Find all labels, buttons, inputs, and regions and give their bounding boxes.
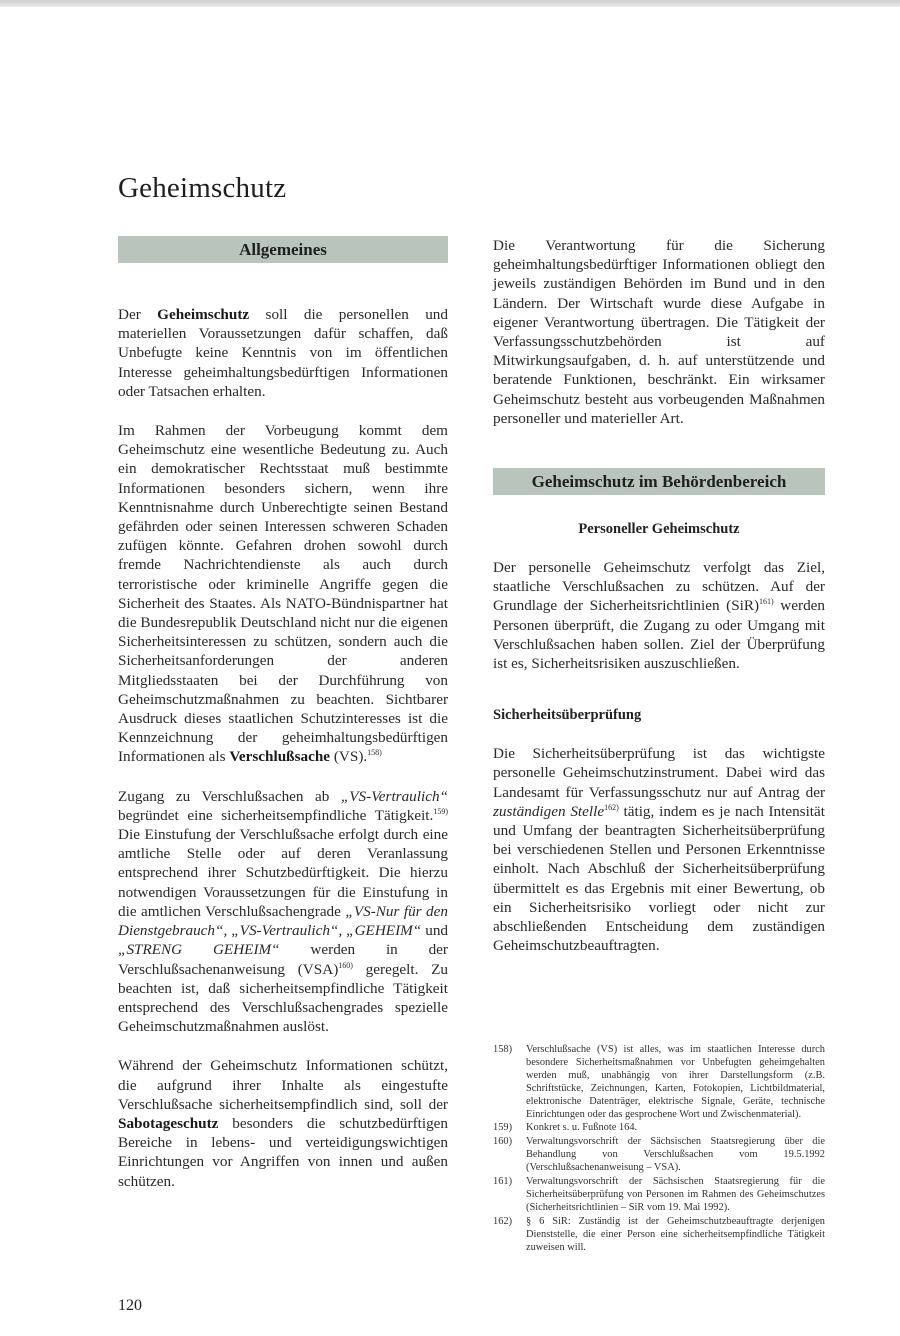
subheading-sicherheitsueberpruefung: Sicherheitsüberprüfung xyxy=(493,707,642,724)
bold-term: Verschlußsache xyxy=(229,748,331,766)
footnote-161 xyxy=(493,1176,825,1215)
paragraph-sabotageschutz xyxy=(118,1056,448,1190)
footnote-ref: 161) xyxy=(759,597,774,607)
subheading-personeller-geheimschutz: Personeller Geheimschutz xyxy=(578,521,740,538)
footnote-number: 161) xyxy=(493,1176,513,1188)
footnote-number: 160) xyxy=(493,1136,513,1148)
text: werden Personen überprüft, die Zugang zu oder Umgang mit Verschlußsachen haben sollen. Ziel der Überprüfung ist es, Sicherheitsrisiken auszuschließen. xyxy=(493,597,825,673)
text: Im Rahmen der Vorbeugung kommt dem Geheimschutz eine wesentliche Bedeutung zu. Auch ein demokratischer Rechtsstaat muß bestimmte Informationen besonders sichern, wenn ihre Kenntnisnahme durch Unberechtigte seinen Bestand gefährden oder seinen Interessen schweren Schaden zufügen könnte. Gefahren drohen sowohl durch fremde Nachrichtendienste als auch durch terroristische oder kriminelle Angriffe gegen die Sicherheit des Staates. Als NATO-Bündnispartner hat die Bundesrepublik Deutschland nicht nur die eigenen Sicherheitsinteressen zu schützen, sondern auch die Sicherheitsanforderungen der anderen Mitgliedsstaaten bei der Durchführung von Geheimschutzmaßnahmen zu beachten. Sichtbarer Ausdruck dieses staatlichen Schutzinteresses ist die Kennzeichnung der geheimhaltungsbedürftigen Informationen als xyxy=(118,422,448,766)
text: Die Sicherheitsüberprüfung ist das wichtigste personelle Geheimschutzinstrument. Dabei wird das Landesamt für Verfassungsschutz nur auf Antrag der xyxy=(493,745,825,801)
text: (VS). xyxy=(330,748,368,766)
paragraph-personeller xyxy=(493,558,825,673)
footnote-160 xyxy=(493,1136,825,1175)
footnote-number: 158) xyxy=(493,1044,513,1055)
paragraph-verantwortung: Die Verantwortung für die Sicherung geheimhaltungsbedürftiger Informationen obliegt den jeweils zuständigen Behörden im Bund und in den Ländern. Der Wirtschaft wurde diese Aufgabe in eigener Verantwortung übertragen. Die Tätigkeit der Verfassungsschutzbehörden ist auf Mitwirkungsaufgaben, d. h. auf unterstützende und beratende Funktionen, beschränkt. Ein wirksamer Geheimschutz besteht aus vorbeugenden Maßnahmen personeller und materieller Art. xyxy=(493,237,825,427)
footnote-ref: 162) xyxy=(604,802,619,812)
footnote-ref: 160) xyxy=(338,960,353,970)
footnote-text: Verwaltungsvorschrift der Sächsischen Staatsregierung über die Behandlung von Verschlußsachen vom 19.5.1992 (Verschlußsachenanweisung – VSA). xyxy=(526,1136,825,1174)
paragraph-sicherheitsueberpruefung xyxy=(493,744,825,955)
bold-term: Geheimschutz xyxy=(157,306,250,323)
text: Während der Geheimschutz Informationen schützt, die aufgrund ihrer Inhalte als eingestufte Verschlußsache sicherheitsempfindlich sind, soll der xyxy=(118,1057,448,1113)
text: besonders die schutzbedürftigen Bereiche in lebens- und verteidigungswichtigen Einrichtungen vor Angriffen von innen und außen schützen. xyxy=(118,1114,448,1190)
italic-term: zuständigen Stelle xyxy=(493,802,605,820)
text: tätig, indem es je nach Intensität und Umfang der beantragten Sicherheitsüberprüfung bei verschiedenen Stellen und Personen Erkenntnisse einholt. Nach Abschluß der Sicherheitsüberprüfung übermittelt es das Ergebnis mit einer Bewertung, ob ein Sicherheitsrisiko vorliegt oder nicht zur abschließenden Entscheidung dem zuständigen Geheimschutzbeauftragten. xyxy=(493,802,825,955)
text: soll die personellen und materiellen Voraussetzungen dafür schaffen, daß Unbefugte keine Kenntnis von im öffentlichen Interesse geheimhaltungsbedürftigen Informationen oder Tatsachen erhalten. xyxy=(118,306,448,400)
footnote-text: Verwaltungsvorschrift der Sächsischen Staatsregierung für die Sicherheitsüberprüfung von Personen im Rahmen des Geheimschutzes (Sicherheitsrichtlinien – SiR vom 19. Mai 1992). xyxy=(526,1176,825,1213)
bold-term: Sabotageschutz xyxy=(118,1114,219,1132)
text: werden in der Verschlußsachenanweisung (VSA) xyxy=(118,941,448,978)
text: geregelt. Zu beachten ist, daß sicherheitsempfindliche Tätigkeit entsprechend des Verschlußsachengrades spezielle Geheimschutzmaßnahmen auslöst. xyxy=(118,960,449,1036)
text: Zugang zu Verschlußsachen ab xyxy=(118,787,341,805)
section-heading-behoerdenbereich: Geheimschutz im Behördenbereich xyxy=(493,468,825,495)
section-heading-allgemeines: Allgemeines xyxy=(118,236,448,263)
page-number: 120 xyxy=(118,1297,142,1314)
paragraph-vorbeugung xyxy=(118,421,448,767)
footnotes xyxy=(493,1044,825,1256)
left-column xyxy=(118,236,448,1213)
italic-term: „VS-Nur für den Dienstgebrauch“, „VS-Vertraulich“, „GEHEIM“ xyxy=(118,902,448,940)
text: begründet eine sicherheitsempfindliche Tätigkeit. xyxy=(118,806,434,824)
footnote-text: § 6 SiR: Zuständig ist der Geheimschutzbeauftragte derjenigen Dienststelle, die einer Person eine sicherheitsempfindliche Tätigkeit zuweisen will. xyxy=(526,1215,825,1253)
text: Die Einstufung der Verschlußsache erfolgt durch eine amtliche Stelle oder auf deren Veranlassung entsprechend ihrer Schutzbedürftigkeit. Die hierzu notwendigen Voraussetzungen für die Einstufung in die amtlichen Verschlußsachengrade xyxy=(118,826,448,920)
right-column xyxy=(493,236,825,977)
page-top-edge xyxy=(0,0,900,7)
footnote-text: Konkret s. u. Fußnote 164. xyxy=(526,1122,638,1134)
italic-term: „STRENG GEHEIM“ xyxy=(118,941,280,959)
text: Der personelle Geheimschutz verfolgt das Ziel, staatliche Verschlußsachen zu schützen. Auf der Grundlage der Sicherheitsrichtlinien (SiR) xyxy=(493,559,825,615)
footnote-159 xyxy=(493,1122,825,1135)
footnote-ref: 158) xyxy=(367,748,382,758)
footnote-ref: 159) xyxy=(433,806,448,816)
italic-term: „VS-Vertraulich“ xyxy=(340,787,448,805)
footnote-number: 162) xyxy=(493,1215,513,1227)
text: Der xyxy=(118,306,158,323)
paragraph-intro xyxy=(118,305,448,401)
paragraph-zugang xyxy=(118,787,448,1037)
footnote-number: 159) xyxy=(493,1122,513,1134)
text: und xyxy=(421,922,448,940)
page-title: Geheimschutz xyxy=(118,172,287,204)
footnote-text: Verschlußsache (VS) ist alles, was im staatlichen Interesse durch besondere Sicherheitsmaßnahmen vor Unbefugten geheimgehalten werden muß, unabhängig von ihrer Darstellungsform (z.B. Schriftstücke, Zeichnungen, Karten, Fotokopien, Lichtbildmaterial, elektronische Datenträger, elektrische Signale, Geräte, technische Einrichtungen oder das gesprochene Wort und Zwischenmaterial). xyxy=(526,1044,825,1120)
footnote-158 xyxy=(493,1044,825,1121)
footnote-162 xyxy=(493,1216,825,1255)
